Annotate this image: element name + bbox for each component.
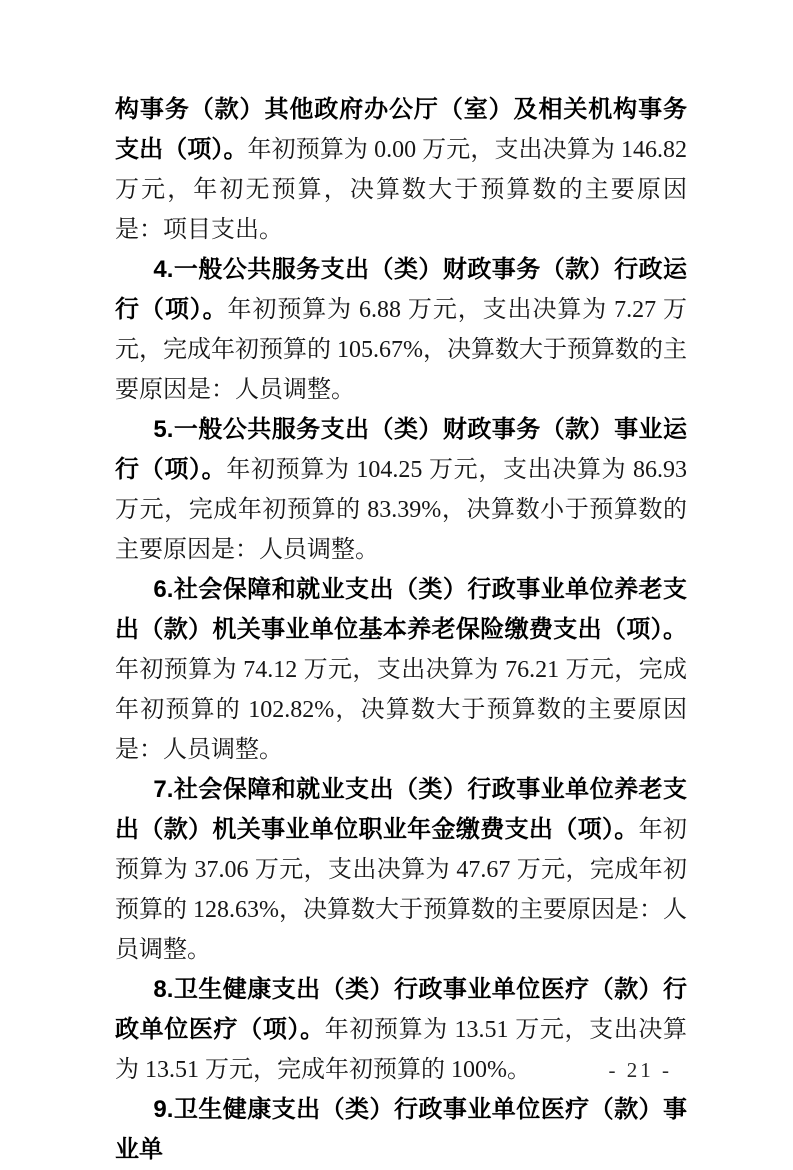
paragraph-heading: 5.一般公共服务支出（类）财政事务（款）事业运行（项）。 — [115, 416, 687, 483]
paragraph-heading: 4.一般公共服务支出（类）财政事务（款）行政运行（项）。 — [115, 256, 687, 323]
paragraph-heading: 8.卫生健康支出（类）行政事业单位医疗（款）行政单位医疗（项）。 — [115, 976, 687, 1043]
paragraph-body: 年初预算为 6.88 万元，支出决算为 7.27 万元，完成年初预算的 105.67%，决算数大于预算数的主要原因是：人员调整。 — [115, 297, 688, 403]
paragraph-heading: 6.社会保障和就业支出（类）行政事业单位养老支出（款）机关事业单位基本养老保险缴费支出（项）。 — [115, 576, 687, 643]
paragraph-heading: 构事务（款）其他政府办公厅（室）及相关机构事务支出（项）。 — [115, 96, 687, 163]
paragraph-body: 年初预算为 0.00 万元，支出决算为 146.82 万元，年初无预算，决算数大于预算数的主要原因是：项目支出。 — [115, 137, 688, 243]
paragraph-heading: 7.社会保障和就业支出（类）行政事业单位养老支出（款）机关事业单位职业年金缴费支出（项）。 — [115, 776, 687, 843]
paragraph-item-9 — [115, 1090, 687, 1170]
paragraph-continuation — [115, 90, 687, 250]
paragraph-body: 年初预算为 74.12 万元，支出决算为 76.21 万元，完成年初预算的 102.82%，决算数大于预算数的主要原因是：人员调整。 — [115, 657, 687, 763]
page-number: - 21 - — [608, 1058, 672, 1082]
paragraph-body: 年初预算为 37.06 万元，支出决算为 47.67 万元，完成年初预算的 128.63%，决算数大于预算数的主要原因是：人员调整。 — [115, 817, 688, 963]
paragraph-body: 年初预算为 13.51 万元，支出决算为 13.51 万元，完成年初预算的 100%。 — [115, 1017, 688, 1083]
paragraph-heading: 9.卫生健康支出（类）行政事业单位医疗（款）事业单 — [115, 1096, 687, 1163]
paragraph-item-7 — [115, 770, 687, 970]
paragraph-item-4 — [115, 250, 687, 410]
paragraph-item-6 — [115, 570, 687, 770]
document-body — [115, 90, 687, 1170]
paragraph-item-5 — [115, 410, 687, 570]
paragraph-body: 年初预算为 104.25 万元，支出决算为 86.93 万元，完成年初预算的 83.39%，决算数小于预算数的主要原因是：人员调整。 — [115, 457, 688, 563]
